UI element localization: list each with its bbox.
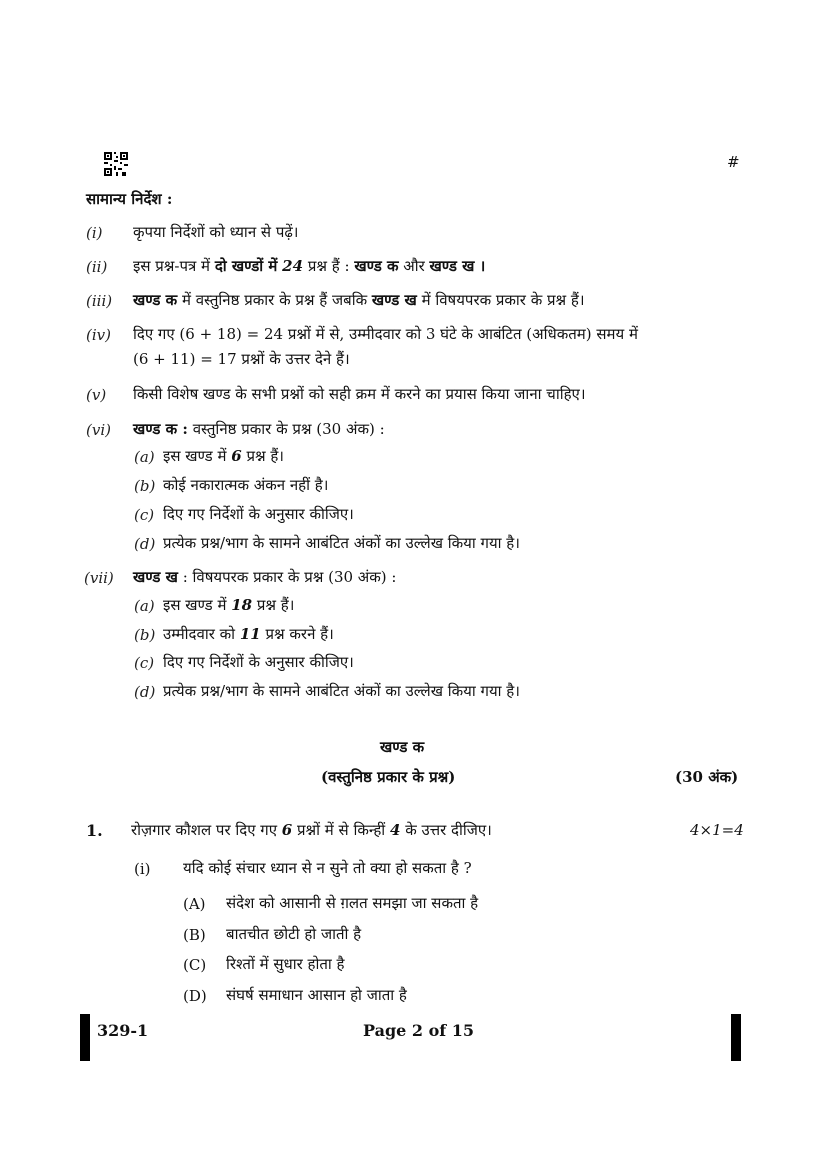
section-title: खण्ड क	[380, 738, 425, 756]
sub-item-label: (d)	[134, 683, 156, 701]
section-b-heading: खण्ड ख : विषयपरक प्रकार के प्रश्न (30 अंक) :	[133, 568, 397, 586]
sub-item-label: (a)	[134, 448, 155, 466]
sub-item-text: प्रत्येक प्रश्न/भाग के सामने आबंटित अंकों का उल्लेख किया गया है।	[163, 534, 520, 552]
sub-item-text: कोई नकारात्मक अंकन नहीं है।	[163, 476, 329, 494]
sub-item-label: (b)	[134, 477, 156, 495]
sub-item-text: प्रत्येक प्रश्न/भाग के सामने आबंटित अंकों का उल्लेख किया गया है।	[163, 682, 520, 700]
footer-left-bar	[80, 1014, 90, 1061]
option-text: रिश्तों में सुधार होता है	[226, 955, 345, 973]
instruction-number: (i)	[86, 224, 103, 242]
sub-question-number: (i)	[134, 860, 151, 878]
page-marker: #	[727, 153, 740, 171]
sub-question-text: यदि कोई संचार ध्यान से न सुने तो क्या हो सकता है ?	[183, 859, 472, 877]
question-marks: 4×1=4	[690, 821, 744, 839]
question-text: रोज़गार कौशल पर दिए गए 6 प्रश्नों में से किन्हीं 4 के उत्तर दीजिए।	[131, 821, 492, 839]
instruction-text: खण्ड क में वस्तुनिष्ठ प्रकार के प्रश्न हैं जबकि खण्ड ख में विषयपरक प्रकार के प्रश्न हैं।	[133, 291, 585, 309]
sub-item-text: उम्मीदवार को 11 प्रश्न करने हैं।	[163, 625, 334, 643]
section-a-heading: खण्ड क : वस्तुनिष्ठ प्रकार के प्रश्न (30 अंक) :	[133, 420, 385, 438]
sub-item-label: (d)	[134, 535, 156, 553]
instruction-text: किसी विशेष खण्ड के सभी प्रश्नों को सही क्रम में करने का प्रयास किया जाना चाहिए।	[133, 385, 586, 403]
option-label: (A)	[183, 895, 206, 913]
footer-right-bar	[731, 1014, 741, 1061]
instruction-text: इस प्रश्न-पत्र में दो खण्डों में 24 प्रश्न हैं : खण्ड क और खण्ड ख ।	[133, 257, 486, 275]
sub-item-label: (c)	[134, 654, 155, 672]
instruction-number: (vi)	[86, 421, 111, 439]
instruction-number: (iii)	[86, 292, 113, 310]
option-label: (C)	[183, 956, 207, 974]
instruction-number: (iv)	[86, 326, 111, 344]
paper-code: 329-1	[97, 1021, 149, 1040]
option-text: बातचीत छोटी हो जाती है	[226, 925, 362, 943]
option-text: संदेश को आसानी से ग़लत समझा जा सकता है	[226, 894, 479, 912]
option-text: संघर्ष समाधान आसान हो जाता है	[226, 986, 407, 1004]
sub-item-text: इस खण्ड में 18 प्रश्न हैं।	[163, 596, 295, 614]
question-number: 1.	[86, 821, 103, 840]
general-instructions-title: सामान्य निर्देश :	[86, 190, 173, 208]
sub-item-text: इस खण्ड में 6 प्रश्न हैं।	[163, 447, 284, 465]
section-subtitle: (वस्तुनिष्ठ प्रकार के प्रश्न)	[321, 768, 456, 786]
sub-item-text: दिए गए निर्देशों के अनुसार कीजिए।	[163, 653, 354, 671]
option-label: (B)	[183, 926, 206, 944]
sub-item-text: दिए गए निर्देशों के अनुसार कीजिए।	[163, 505, 354, 523]
sub-item-label: (a)	[134, 597, 155, 615]
instruction-number: (vii)	[84, 569, 114, 587]
instruction-text-continued: (6 + 11) = 17 प्रश्नों के उत्तर देने हैं।	[133, 350, 350, 368]
page-number: Page 2 of 15	[363, 1021, 474, 1040]
qr-code-icon	[104, 152, 128, 176]
option-label: (D)	[183, 987, 207, 1005]
instruction-number: (ii)	[86, 258, 108, 276]
instruction-text: कृपया निर्देशों को ध्यान से पढ़ें।	[133, 223, 299, 241]
sub-item-label: (c)	[134, 506, 155, 524]
sub-item-label: (b)	[134, 626, 156, 644]
section-marks: (30 अंक)	[675, 768, 739, 786]
instruction-text: दिए गए (6 + 18) = 24 प्रश्नों में से, उम्मीदवार को 3 घंटे के आबंटित (अधिकतम) समय में	[133, 325, 638, 343]
instruction-number: (v)	[86, 386, 107, 404]
